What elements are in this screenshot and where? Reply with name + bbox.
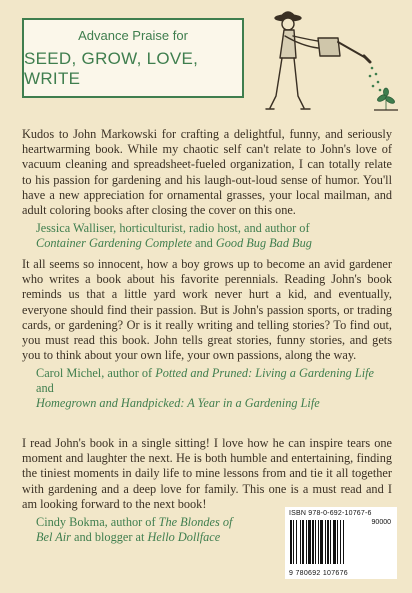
reviewer-name: Cindy Bokma, author of — [36, 515, 159, 530]
book-reference: Good Bug Bad Bug — [215, 236, 312, 251]
review-text: Kudos to John Markowski for crafting a delightful, funny, and seriously heartwarming book. While my chaotic self can't relate to John's love of vacuum cleaning and spreadsheet-fueled organization, I can totally relate to his passion for gardening and his laugh-out-loud sense of humor. You'll have a new appreciation for ornamental grasses, your local mailman, and adult coloring books after closing the cover on this one. — [22, 127, 392, 218]
review-2 — [22, 257, 392, 411]
barcode-icon — [285, 507, 397, 579]
book-reference: Potted and Pruned: Living a Gardening Life — [155, 366, 375, 381]
review-text: I read John's book in a single sitting! I love how he can inspire tears one moment and laughter the next. He is both humble and entertaining, finding the tiniest moments in daily life to mine lessons from and tie it all together with gardening and a deep love for family. This one is a must read and I am looking forward to the next book! — [22, 436, 392, 511]
review-1 — [22, 127, 392, 251]
isbn-number: ISBN 978-0-692-10767-6 — [289, 510, 372, 517]
review-text: It all seems so innocent, how a boy grows up to become an avid gardener who writes a book about his favorite perennials. Reading John's book reminds us that a little yard work never hurt a kid, and eventually, everyone should find their passion. But is John's passion sports, or trading cards, or gardening? Or is it really writing and telling stories? To find out, you must read this book. John tells great stories, funny stories, and gets you to think about your own life, your own passions, along the way. — [22, 257, 392, 363]
price-code: 90000 — [371, 519, 391, 526]
review-attribution — [36, 366, 392, 411]
book-reference: Homegrown and Handpicked: A Year in a Gardening Life — [36, 396, 320, 411]
book-reference: Hello Dollface — [147, 530, 221, 545]
review-attribution — [36, 515, 246, 545]
book-reference: Container Gardening Complete — [36, 236, 192, 251]
praise-kicker: Advance Praise for — [78, 27, 188, 43]
book-reference: The Blondes of Bel Air — [36, 515, 233, 545]
reviewer-name: Jessica Walliser, horticulturist, radio host, and author of — [36, 221, 310, 236]
attribution-joiner: and — [36, 381, 54, 396]
book-title: SEED, GROW, LOVE, WRITE — [24, 48, 199, 88]
attribution-joiner: and — [191, 236, 216, 251]
praise-header-box — [22, 18, 244, 98]
barcode-bars — [290, 520, 362, 566]
barcode-digits: 9 780692 107676 — [289, 570, 348, 577]
reviewer-name: Carol Michel, author of — [36, 366, 156, 381]
attribution-joiner: and blogger at — [70, 530, 148, 545]
gardener-watering-icon — [258, 6, 408, 114]
review-attribution — [36, 221, 392, 251]
